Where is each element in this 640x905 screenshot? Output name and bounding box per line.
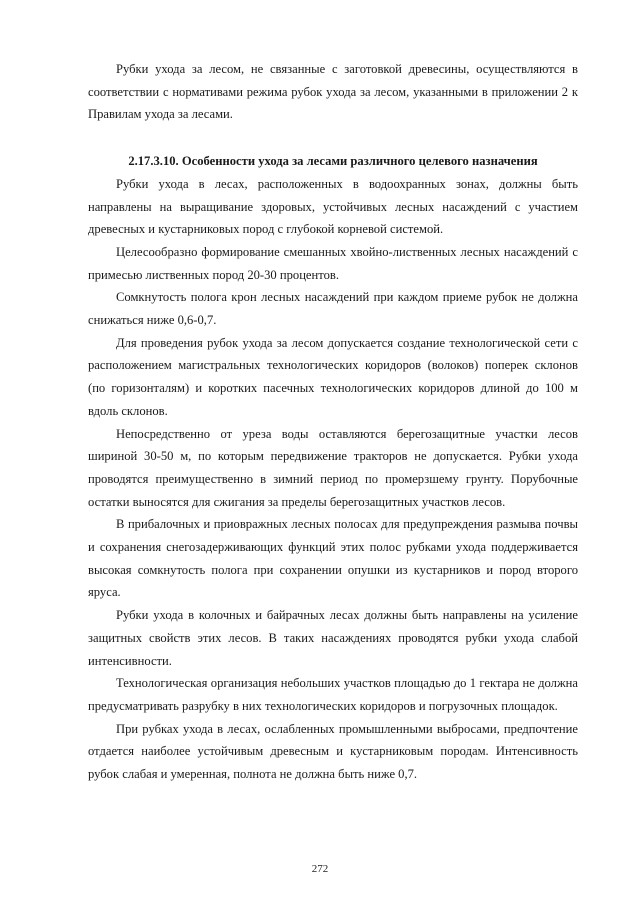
paragraph-technological-network: Для проведения рубок ухода за лесом допускается создание технологической сети с расположением магистральных технологических коридоров (волоков) поперек склонов (по горизонталям) и коротких пасечных технологических коридоров длиной до 100 м вдоль склонов. (88, 335, 578, 418)
paragraph-canopy-closure: Сомкнутость полога крон лесных насаждений при каждом приеме рубок не должна снижаться ниже 0,6-0,7. (88, 290, 578, 328)
intro-paragraph: Рубки ухода за лесом, не связанные с заготовкой древесины, осуществляются в соответствии с нормативами режима рубок ухода за лесом, указанными в приложении 2 к Правилам ухода за лесами. (88, 62, 578, 122)
paragraph-kolochnye-forests: Рубки ухода в колочных и байрачных лесах должны быть направлены на усиление защитных свойств этих лесов. В таких насаждениях проводятся рубки ухода слабой интенсивности. (88, 608, 578, 668)
paragraph-ravine-strips: В прибалочных и приовражных лесных полосах для предупреждения размыва почвы и сохранения снегозадерживающих функций этих полос рубками ухода поддерживается высокая сомкнутость полога при сохранении опушки из кустарников и пород второго яруса. (88, 517, 578, 600)
paragraph-water-protection: Рубки ухода в лесах, расположенных в водоохранных зонах, должны быть направлены на выращивание здоровых, устойчивых лесных насаждений с участием древесных и кустарниковых пород с глубокой корневой системой. (88, 176, 578, 237)
paragraph-small-plots: Технологическая организация небольших участков площадью до 1 гектара не должна предусматривать разрубку в них технологических коридоров и погрузочных площадок. (88, 676, 578, 713)
paragraph-mixed-stands: Целесообразно формирование смешанных хвойно-лиственных лесных насаждений с примесью лиственных пород 20-30 процентов. (88, 244, 578, 282)
page-number: 272 (311, 863, 329, 875)
paragraph-shore-protection: Непосредственно от уреза воды оставляются берегозащитные участки лесов шириной 30-50 м, по которым передвижение тракторов не допускается. Рубки ухода проводятся преимущественно в зимний период по промерзшему грунту. Порубочные остатки выносятся для сжигания за пределы берегозащитных участков лесов. (88, 426, 578, 509)
page-content (88, 58, 578, 786)
paragraph-industrial-emissions: При рубках ухода в лесах, ослабленных промышленными выбросами, предпочтение отдается наиболее устойчивым древесным и кустарниковым породам. Интенсивность рубок слабая и умеренная, полнота не должна быть ниже 0,7. (88, 721, 578, 782)
section-heading: 2.17.3.10. Особенности ухода за лесами различного целевого назначения (128, 154, 538, 169)
